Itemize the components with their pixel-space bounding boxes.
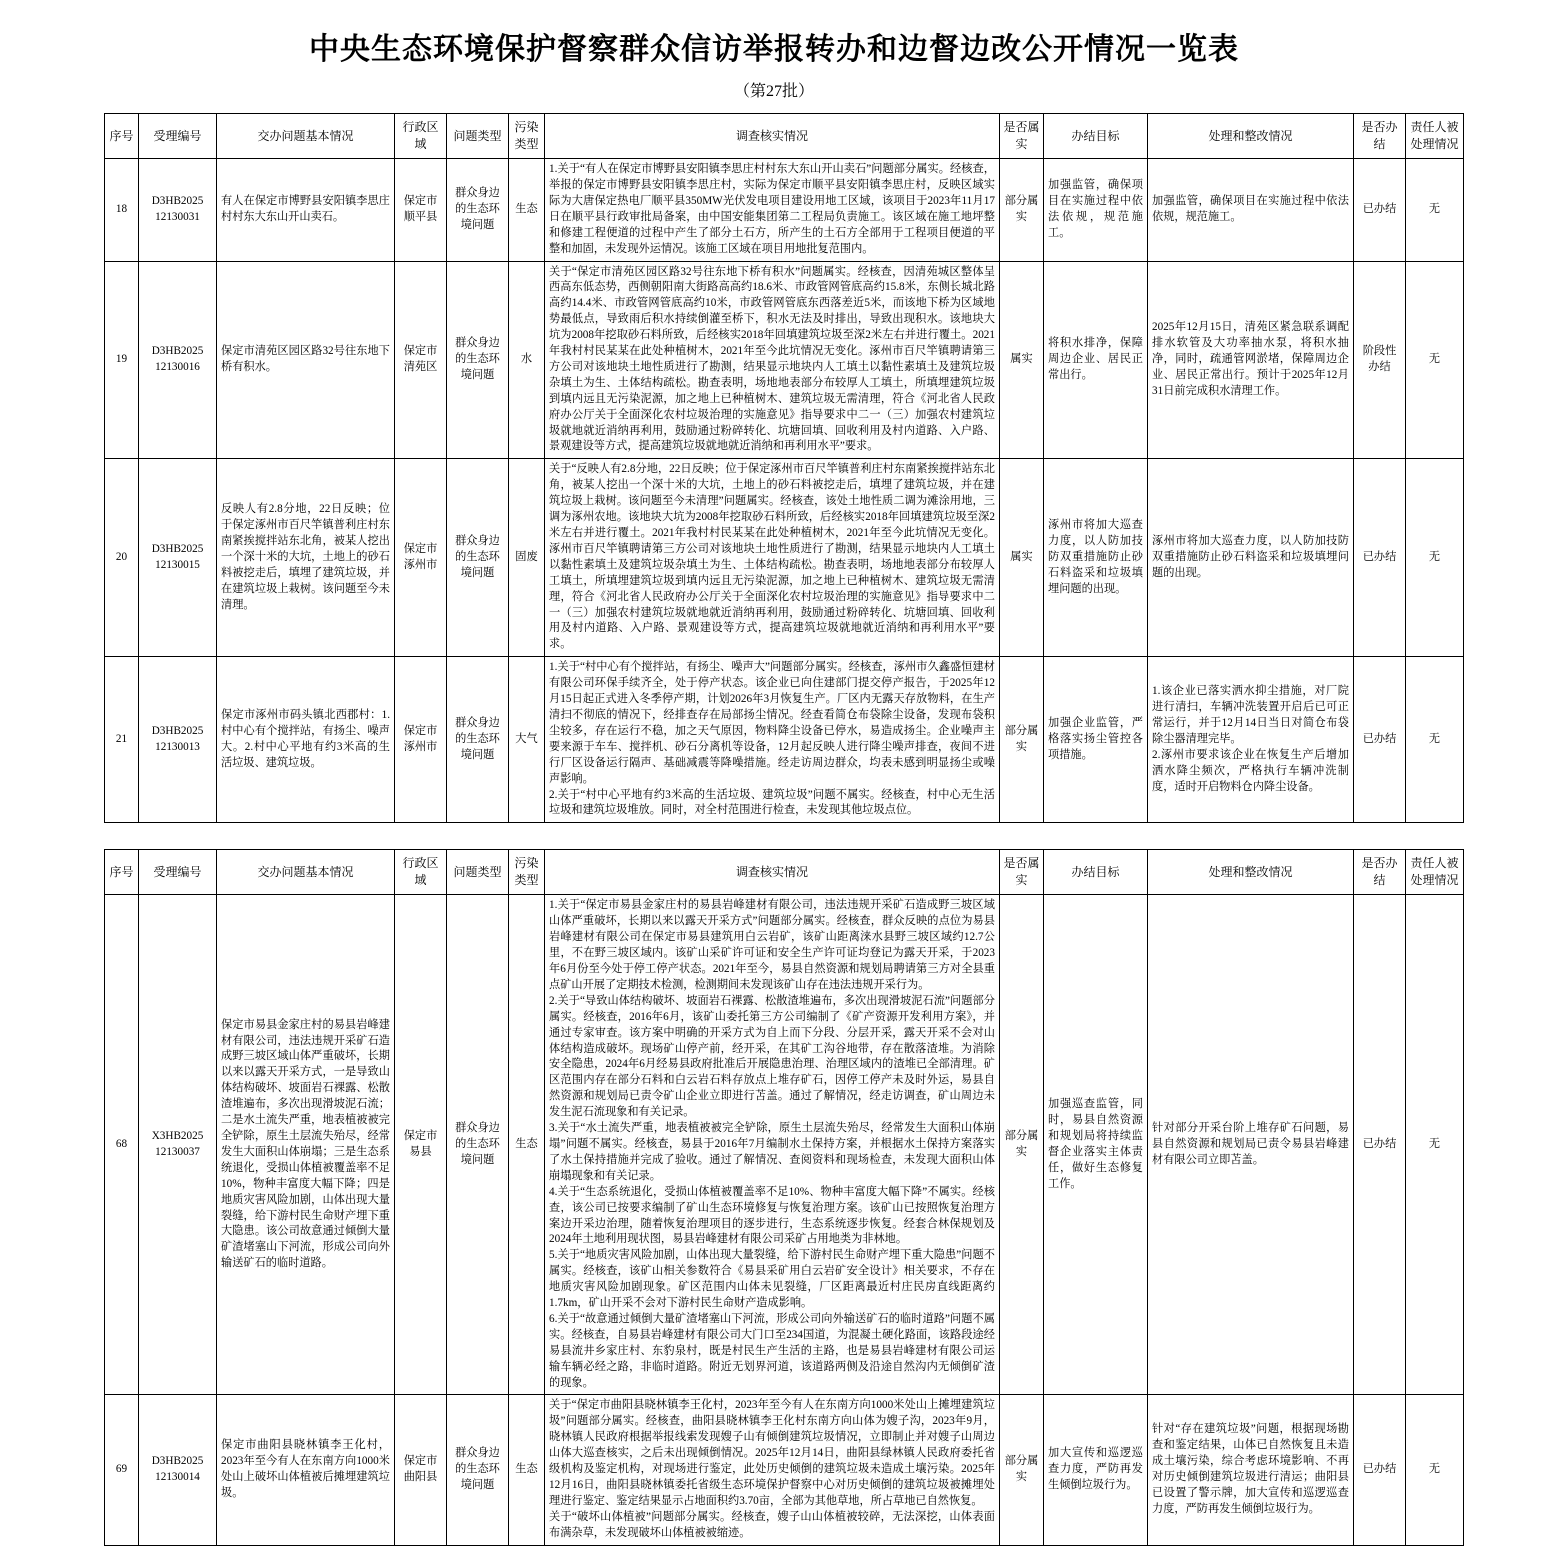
cell-fix: 2025年12月15日，清苑区紧急联系调配排水软管及大功率抽水泵，将积水抽净，同时，疏通管网淤堵，保障周边企业、居民正常出行。预计于2025年12月31日前完成积水清理工作。	[1148, 261, 1354, 459]
cell-responsibility: 无	[1406, 459, 1464, 657]
col-basic: 交办问题基本情况	[217, 114, 395, 159]
col-fix: 处理和整改情况	[1148, 850, 1354, 895]
cell-investigation: 1.关于“保定市易县金家庄村的易县岩峰建材有限公司，违法违规开采矿石造成野三坡区域山体严重破坏，长期以来以露天开采方式”问题部分属实。经核查，群众反映的点位为易县岩峰建材有限公司在保定市易县建筑用白云岩矿，该矿山距离涞水县野三坡区域约12.7公里，不在野三坡区域内。该矿山采矿许可证和安全生产许可证均登记为露天开采，于2023年6月份至今处于停工停产状态。2021年至今，易县自然资源和规划局聘请第三方对全县重点矿山开展了定期技术检测，检测期间未发现该矿山存在违法违规开采行为。 2.关于“导致山体结构破坏、坡面岩石裸露、松散渣堆遍布，多次出现滑坡泥石流”问题部分属实。经核查，2016年6月，该矿山委托第三方公司编制了《矿产资源开发利用方案》，并通过专家审查。该方案中明确的开采方式为自上而下分段、分层开采，露天开采不会对山体结构造成破坏。现场矿山停产前，经开采，在其矿工沟谷地带，存在散落渣堆。为消除安全隐患，2024年6月经易县政府批准后开展隐患治理、治理区域内的渣堆已全部清理。矿区范围内存在部分石料和白云岩石料存放点上堆存矿石，因停工停产未及时外运，易县自然资源和规划局已责令矿山企业立即进行苫盖。通过了解情况，经走访调查，矿山周边未发生泥石流现象和有关记录。 3.关于“水土流失严重，地表植被被完全铲除，原生土层流失殆尽，经常发生大面积山体崩塌”问题不属实。经核查，易县于2016年7月编制水土保持方案，并根据水土保持方案落实了水土保持措施并完成了验收。通过了解情况、查阅资料和现场检查，未发现大面积山体崩塌现象和有关记录。 4.关于“生态系统退化，受损山体植被覆盖率不足10%、物种丰富度大幅下降”不属实。经核查，该公司已按要求编制了矿山生态环境修复与恢复治理方案。该矿山已按照恢复治理方案边开采边治理，随着恢复治理项目的逐步进行，生态系统逐步恢复。经套合林保规划及2024年土地利用现状图，易县岩峰建材有限公司采矿占用地类为非林地。 5.关于“地质灾害风险加剧，山体出现大量裂缝，给下游村民生命财产埋下重大隐患”问题不属实。经核查，该矿山相关参数符合《易县采矿用白云岩矿安全设计》相关要求，不存在地质灾害风险加剧现象。矿区范围内山体未见裂缝，厂区距离最近村庄民房直线距离约1.7km，矿山开采不会对下游村民生命财产造成影响。 6.关于“故意通过倾倒大量矿渣堵塞山下河流，形成公司向外输送矿石的临时道路”问题不属实。经核查，自易县岩峰建材有限公司大门口至234国道，为混凝土硬化路面，该路段途经易县流井乡家庄村、东豹泉村，既是村民生产生活的主路，也是易县岩峰建材有限公司运输车辆必经之路，非临时道路。附近无划界河道，该道路两侧及沿途自然沟内无倾倒矿渣的现象。	[545, 895, 1000, 1395]
col-ptype: 问题类型	[447, 114, 509, 159]
table-row	[105, 1395, 1464, 1545]
cell-is-done: 已办结	[1354, 459, 1406, 657]
cell-fix: 针对“存在建筑垃圾”问题，根据现场勘查和鉴定结果，山体已自然恢复且未造成土壤污染，综合考虑环境影响、不再对历史倾倒建筑垃圾进行清运；曲阳县已设置了警示牌，加大宣传和巡逻巡查力度，严防再发生倾倒垃圾行为。	[1148, 1395, 1354, 1545]
col-fix: 处理和整改情况	[1148, 114, 1354, 159]
table-row	[105, 261, 1464, 459]
table-row	[105, 895, 1464, 1395]
table-header-row	[105, 850, 1464, 895]
page-title: 中央生态环境保护督察群众信访举报转办和边督边改公开情况一览表	[309, 33, 1239, 66]
cell-pollution-type: 生态	[509, 159, 545, 261]
cell-pollution-type: 大气	[509, 657, 545, 823]
cell-code: X3HB2025 12130037	[139, 895, 217, 1395]
cell-is-true: 部分属实	[1000, 657, 1044, 823]
cell-ptype: 群众身边的生态环境问题	[447, 1395, 509, 1545]
cell-basic: 保定市清苑区园区路32号往东地下桥有积水。	[217, 261, 395, 459]
cell-area: 保定市涿州市	[395, 459, 447, 657]
cell-seq: 19	[105, 261, 139, 459]
col-goal: 办结目标	[1044, 850, 1148, 895]
cell-responsibility: 无	[1406, 159, 1464, 261]
table-row	[105, 159, 1464, 261]
cell-goal: 加大宣传和巡逻巡查力度，严防再发生倾倒垃圾行为。	[1044, 1395, 1148, 1545]
cell-seq: 69	[105, 1395, 139, 1545]
cell-seq: 18	[105, 159, 139, 261]
col-responsibility: 责任人被处理情况	[1406, 850, 1464, 895]
cell-code: D3HB2025 12130013	[139, 657, 217, 823]
cell-is-done: 阶段性办结	[1354, 261, 1406, 459]
cell-is-true: 部分属实	[1000, 1395, 1044, 1545]
col-investigation: 调查核实情况	[545, 850, 1000, 895]
cell-fix: 涿州市将加大巡查力度，以人防加技防双重措施防止砂石料盗采和垃圾填埋问题的出现。	[1148, 459, 1354, 657]
cell-is-done: 已办结	[1354, 657, 1406, 823]
cell-investigation: 关于“保定市曲阳县晓林镇李王化村，2023年至今有人在东南方向1000米处山上摊埋建筑垃圾”问题部分属实。经核查，曲阳县晓林镇李王化村东南方向山体为嫂子沟，2023年9月，晓林镇人民政府根据举报线索发现嫂子山有倾倒建筑垃圾情况，立即制止并对嫂子山周边山体大巡查核实，之后未出现倾倒情况。2025年12月14日，曲阳县绿林镇人民政府委托省级机构及鉴定机构，对现场进行鉴定，此处历史倾倒的建筑垃圾未造成土壤污染。2025年12月16日，曲阳县晓林镇委托省级生态环境保护督察中心对历史倾倒的建筑垃圾被摊埋处理进行鉴定、鉴定结果显示占地面积约3.70亩，全部为其他草地，所占草地已自然恢复。 关于“破坏山体植被”问题部分属实。经核查，嫂子山山体植被较碎，无法深挖，山体表面布满杂草，未发现破坏山体植被被缩迹。	[545, 1395, 1000, 1545]
cell-responsibility: 无	[1406, 895, 1464, 1395]
cell-pollution-type: 水	[509, 261, 545, 459]
cell-investigation: 关于“保定市清苑区园区路32号往东地下桥有积水”问题属实。经核查，因清苑城区整体呈西高东低态势，西侧朝阳南大街路高高约18.6米、市政管网管底高约15.8米，东侧长城北路高约14.4米、市政管网管底高约10米，市政管网管底东西落差近5米，而该地下桥为区域地势最低点，导致雨后积水持续倒灌至桥下，积水无法及时排出，导致出现积水。该地块大坑为2008年挖取砂石料所致，后经核实2018年回填建筑垃圾至深2米左右并进行覆土。2021年我村村民某某在此处种植树木，2021年至今此坑情况无变化。涿州市百尺竿镇聘请第三方公司对该地块土地性质进行了勘测，结果显示地块内人工填土以黏性素填土及建筑垃圾杂填土为生、土体结构疏松。勘查表明，场地地表部分布较厚人工填土，所填埋建筑垃圾到填内远且无污染泥源，加之地上已种植树木、建筑垃圾无需清理，符合《河北省人民政府办公厅关于全面深化农村垃圾治理的实施意见》指导要求中二一（三）加强农村建筑垃圾就地就近消纳再利用，鼓励通过粉碎转化、坑塘回填、回收利用及村内道路、入户路、景观建设等方式，提高建筑垃圾就地就近消纳和再利用水平”要求。	[545, 261, 1000, 459]
cell-is-done: 已办结	[1354, 1395, 1406, 1545]
cell-goal: 加强企业监管，严格落实扬尘管控各项措施。	[1044, 657, 1148, 823]
cell-area: 保定市涿州市	[395, 657, 447, 823]
cell-ptype: 群众身边的生态环境问题	[447, 657, 509, 823]
col-code: 受理编号	[139, 114, 217, 159]
col-investigation: 调查核实情况	[545, 114, 1000, 159]
cell-area: 保定市曲阳县	[395, 1395, 447, 1545]
cell-basic: 保定市涿州市码头镇北西郡村：1.村中心有个搅拌站，有扬尘、噪声大。2.村中心平地有约3米高的生活垃圾、建筑垃圾。	[217, 657, 395, 823]
cell-is-done: 已办结	[1354, 895, 1406, 1395]
table-row	[105, 459, 1464, 657]
cell-area: 保定市易县	[395, 895, 447, 1395]
cell-fix: 1.该企业已落实洒水抑尘措施，对厂院进行清扫，车辆冲洗装置开启后已可正常运行，并于12月14日当日对简仓布袋除尘器清理完毕。 2.涿州市要求该企业在恢复生产后增加洒水降尘频次，严格执行车辆冲洗制度，适时开启物料仓内降尘设备。	[1148, 657, 1354, 823]
report-table-1	[104, 113, 1464, 823]
cell-is-true: 部分属实	[1000, 895, 1044, 1395]
cell-area: 保定市清苑区	[395, 261, 447, 459]
cell-pollution-type: 生态	[509, 1395, 545, 1545]
cell-investigation: 1.关于“有人在保定市博野县安阳镇李思庄村村东大东山开山卖石”问题部分属实。经核查，举报的保定市博野县安阳镇李思庄村，实际为保定市顺平县安阳镇李思庄村，反映区域实际为大唐保定热电厂顺平县350MW光伏发电项目建设用地工区域，该项目于2023年11月17日在顺平县行政审批局备案，由中国安能集团第二工程局负责施工。该区域在施工地坪整和修建工程便道的过程中产生了部分土石方，所产生的土石方全部用于工程项目便道的平整和加固，未发现外运情况。该施工区域在项目用地批复范围内。	[545, 159, 1000, 261]
col-is-done: 是否办结	[1354, 850, 1406, 895]
cell-ptype: 群众身边的生态环境问题	[447, 261, 509, 459]
cell-seq: 68	[105, 895, 139, 1395]
cell-responsibility: 无	[1406, 657, 1464, 823]
cell-goal: 加强监管，确保项目在实施过程中依法依规，规范施工。	[1044, 159, 1148, 261]
cell-basic: 有人在保定市博野县安阳镇李思庄村村东大东山开山卖石。	[217, 159, 395, 261]
cell-goal: 将积水排净，保障周边企业、居民正常出行。	[1044, 261, 1148, 459]
cell-investigation: 关于“反映人有2.8分地，22日反映；位于保定涿州市百尺竿镇普利庄村东南紧挨搅拌站东北角，被某人挖出一个深十米的大坑，土地上的砂石料被挖走后，填埋了建筑垃圾，并在建筑垃圾上栽树。该问题至今未清理”问题属实。经核查，该处土地性质二调为滩涂用地，三调为涿州农地。该地块大坑为2008年挖取砂石料所致，后经核实2018年回填建筑垃圾至深2米左右并进行覆土。2021年我村村民某某在此处种植树木，2021年至今此坑情况无变化。涿州市百尺竿镇聘请第三方公司对该地块土地性质进行了勘测，结果显示地块内人工填土以黏性素填土及建筑垃圾杂填土为生、土体结构疏松。勘查表明，场地地表部分布较厚人工填土，所填埋建筑垃圾到填内远且无污染泥源，加之地上已种植树木、建筑垃圾无需清理，符合《河北省人民政府办公厅关于全面深化农村垃圾治理的实施意见》指导要求中二一（三）加强农村建筑垃圾就地就近消纳再利用，鼓励通过粉碎转化、坑塘回填、回收利用及村内道路、入户路、景观建设等方式，提高建筑垃圾就地就近消纳和再利用水平”要求。	[545, 459, 1000, 657]
col-seq: 序号	[105, 114, 139, 159]
table-row	[105, 657, 1464, 823]
col-is-true: 是否属实	[1000, 850, 1044, 895]
cell-is-true: 部分属实	[1000, 159, 1044, 261]
col-pollution-type: 污染类型	[509, 114, 545, 159]
col-pollution-type: 污染类型	[509, 850, 545, 895]
cell-fix: 加强监管，确保项目在实施过程中依法依规，规范施工。	[1148, 159, 1354, 261]
cell-investigation: 1.关于“村中心有个搅拌站，有扬尘、噪声大”问题部分属实。经核查，涿州市久鑫盛恒建材有限公司环保手续齐全，处于停产状态。该企业已向住建部门提交停产报告，于2025年12月15日起正式进入冬季停产期，计划2026年3月恢复生产。厂区内无露天存放物料，在生产清扫不彻底的情况下，经排查存在局部扬尘情况。经查看简仓布袋除尘设备，发现布袋积尘较多，存在运行不稳，加之天气原因，物料降尘设备已停水，易造成扬尘。企业噪声主要来源于车车、搅拌机、砂石分离机等设备，12月起反映人进行降尘噪声排查，夜间不进行厂区设备运行隔声、基础减震等降噪措施。经走访周边群众，均表未感到明显扬尘或噪声影响。 2.关于“村中心平地有约3米高的生活垃圾、建筑垃圾”问题不属实。经核查，村中心无生活垃圾和建筑垃圾堆放。同时，对全村范围进行检查，未发现其他垃圾点位。	[545, 657, 1000, 823]
cell-ptype: 群众身边的生态环境问题	[447, 159, 509, 261]
cell-code: D3HB2025 12130014	[139, 1395, 217, 1545]
cell-goal: 涿州市将加大巡查力度，以人防加技防双重措施防止砂石料盗采和垃圾填埋问题的出现。	[1044, 459, 1148, 657]
col-code: 受理编号	[139, 850, 217, 895]
cell-pollution-type: 生态	[509, 895, 545, 1395]
col-is-done: 是否办结	[1354, 114, 1406, 159]
table-header-row	[105, 114, 1464, 159]
cell-seq: 20	[105, 459, 139, 657]
col-area: 行政区域	[395, 114, 447, 159]
cell-goal: 加强巡查监管，同时，易县自然资源和规划局将持续监督企业落实主体责任，做好生态修复工作。	[1044, 895, 1148, 1395]
cell-code: D3HB2025 12130031	[139, 159, 217, 261]
cell-basic: 保定市易县金家庄村的易县岩峰建材有限公司，违法违规开采矿石造成野三坡区域山体严重破坏，长期以来以露天开采方式，一是导致山体结构破坏、坡面岩石裸露、松散渣堆遍布，多次出现滑坡泥石流；二是水土流失严重，地表植被被完全铲除，原生土层流失殆尽，经常发生大面积山体崩塌；三是生态系统退化，受损山体植被覆盖率不足10%，物种丰富度大幅下降；四是地质灾害风险加剧，山体出现大量裂缝，给下游村民生命财产埋下重大隐患。该公司故意通过倾倒大量矿渣堵塞山下河流，形成公司向外输送矿石的临时道路。	[217, 895, 395, 1395]
col-seq: 序号	[105, 850, 139, 895]
cell-ptype: 群众身边的生态环境问题	[447, 459, 509, 657]
cell-is-true: 属实	[1000, 261, 1044, 459]
cell-is-true: 属实	[1000, 459, 1044, 657]
cell-code: D3HB2025 12130016	[139, 261, 217, 459]
page-subtitle: （第27批）	[733, 83, 814, 100]
report-table-2	[104, 849, 1464, 1545]
cell-basic: 反映人有2.8分地，22日反映；位于保定涿州市百尺竿镇普利庄村东南紧挨搅拌站东北角，被某人挖出一个深十米的大坑，土地上的砂石料被挖走后，填埋了建筑垃圾，并在建筑垃圾上栽树。该问题至今未清理。	[217, 459, 395, 657]
cell-ptype: 群众身边的生态环境问题	[447, 895, 509, 1395]
cell-code: D3HB2025 12130015	[139, 459, 217, 657]
cell-responsibility: 无	[1406, 1395, 1464, 1545]
col-ptype: 问题类型	[447, 850, 509, 895]
cell-pollution-type: 固废	[509, 459, 545, 657]
cell-seq: 21	[105, 657, 139, 823]
cell-responsibility: 无	[1406, 261, 1464, 459]
col-is-true: 是否属实	[1000, 114, 1044, 159]
cell-basic: 保定市曲阳县晓林镇李王化村，2023年至今有人在东南方向1000米处山上破坏山体植被后摊埋建筑垃圾。	[217, 1395, 395, 1545]
col-responsibility: 责任人被处理情况	[1406, 114, 1464, 159]
cell-is-done: 已办结	[1354, 159, 1406, 261]
col-area: 行政区域	[395, 850, 447, 895]
col-goal: 办结目标	[1044, 114, 1148, 159]
cell-area: 保定市顺平县	[395, 159, 447, 261]
cell-fix: 针对部分开采台阶上堆存矿石问题，易县自然资源和规划局已责令易县岩峰建材有限公司立即苫盖。	[1148, 895, 1354, 1395]
col-basic: 交办问题基本情况	[217, 850, 395, 895]
